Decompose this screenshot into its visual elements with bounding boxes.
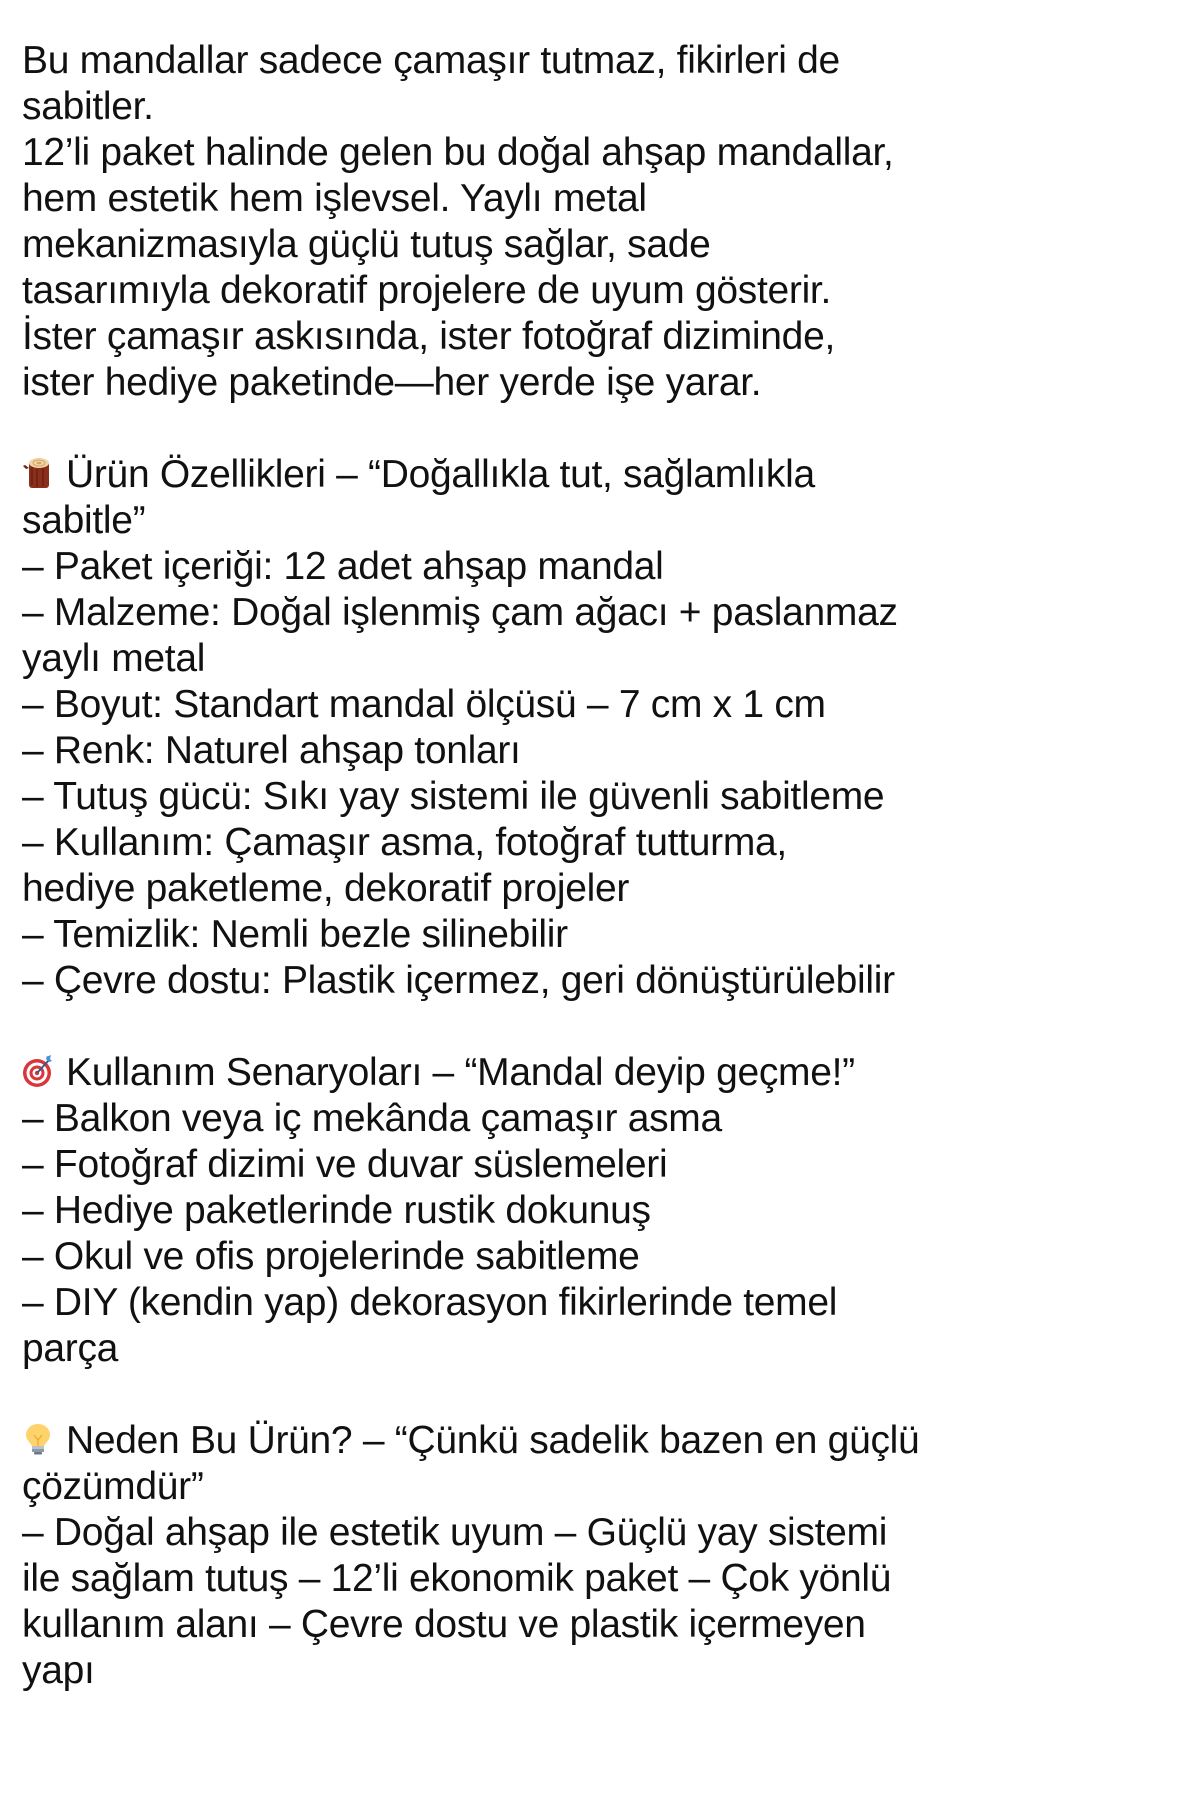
why-item: kullanım alanı – Çevre dostu ve plastik içermeyen: [22, 1603, 866, 1646]
scenarios-heading-text: Kullanım Senaryoları – “Mandal deyip geçme!”: [66, 1051, 855, 1094]
intro-line: mekanizmasıyla güçlü tutuş sağlar, sade: [22, 223, 711, 266]
scenarios-section: [22, 1050, 1192, 1372]
scenario-item: – Fotoğraf dizimi ve duvar süslemeleri: [22, 1143, 668, 1186]
why-heading-cont: çözümdür”: [22, 1465, 204, 1508]
intro-line: tasarımıyla dekoratif projelere de uyum gösterir.: [22, 269, 832, 312]
features-heading-text: Ürün Özellikleri – “Doğallıkla tut, sağlamlıkla: [66, 453, 815, 496]
feature-item: – Paket içeriği: 12 adet ahşap mandal: [22, 545, 664, 588]
intro-line: Bu mandallar sadece çamaşır tutmaz, fikirleri de: [22, 39, 840, 82]
scenario-item: – DIY (kendin yap) dekorasyon fikirlerinde temel: [22, 1281, 838, 1324]
product-description: [22, 38, 1192, 1694]
intro-paragraph: [22, 38, 1192, 406]
why-item: ile sağlam tutuş – 12’li ekonomik paket – Çok yönlü: [22, 1557, 892, 1600]
why-section: [22, 1418, 1192, 1694]
target-dart-icon: [22, 1053, 54, 1089]
intro-line: 12’li paket halinde gelen bu doğal ahşap mandallar,: [22, 131, 894, 174]
feature-item: yaylı metal: [22, 637, 206, 680]
scenario-item: – Hediye paketlerinde rustik dokunuş: [22, 1189, 651, 1232]
why-heading: [22, 1418, 1192, 1464]
feature-item: – Renk: Naturel ahşap tonları: [22, 729, 521, 772]
feature-item: hediye paketleme, dekoratif projeler: [22, 867, 630, 910]
feature-item: – Tutuş gücü: Sıkı yay sistemi ile güvenli sabitleme: [22, 775, 885, 818]
scenarios-heading: [22, 1050, 1192, 1096]
why-heading-text: Neden Bu Ürün? – “Çünkü sadelik bazen en güçlü: [66, 1419, 920, 1462]
light-bulb-icon: [22, 1421, 54, 1457]
scenario-item: parça: [22, 1327, 119, 1370]
wood-log-icon: [22, 455, 54, 491]
features-section: [22, 452, 1192, 1004]
intro-line: İster çamaşır askısında, ister fotoğraf diziminde,: [22, 315, 835, 358]
scenario-item: – Okul ve ofis projelerinde sabitleme: [22, 1235, 640, 1278]
feature-item: – Çevre dostu: Plastik içermez, geri dönüştürülebilir: [22, 959, 895, 1002]
why-item: – Doğal ahşap ile estetik uyum – Güçlü yay sistemi: [22, 1511, 888, 1554]
intro-line: hem estetik hem işlevsel. Yaylı metal: [22, 177, 647, 220]
features-heading-cont: sabitle”: [22, 499, 146, 542]
features-heading: [22, 452, 1192, 498]
feature-item: – Kullanım: Çamaşır asma, fotoğraf tutturma,: [22, 821, 787, 864]
feature-item: – Temizlik: Nemli bezle silinebilir: [22, 913, 568, 956]
spacer: [22, 406, 1192, 452]
intro-line: sabitler.: [22, 85, 154, 128]
intro-line: ister hediye paketinde—her yerde işe yarar.: [22, 361, 762, 404]
spacer: [22, 1372, 1192, 1418]
spacer: [22, 1004, 1192, 1050]
why-item: yapı: [22, 1649, 95, 1692]
scenario-item: – Balkon veya iç mekânda çamaşır asma: [22, 1097, 722, 1140]
feature-item: – Boyut: Standart mandal ölçüsü – 7 cm x 1 cm: [22, 683, 826, 726]
feature-item: – Malzeme: Doğal işlenmiş çam ağacı + paslanmaz: [22, 591, 898, 634]
